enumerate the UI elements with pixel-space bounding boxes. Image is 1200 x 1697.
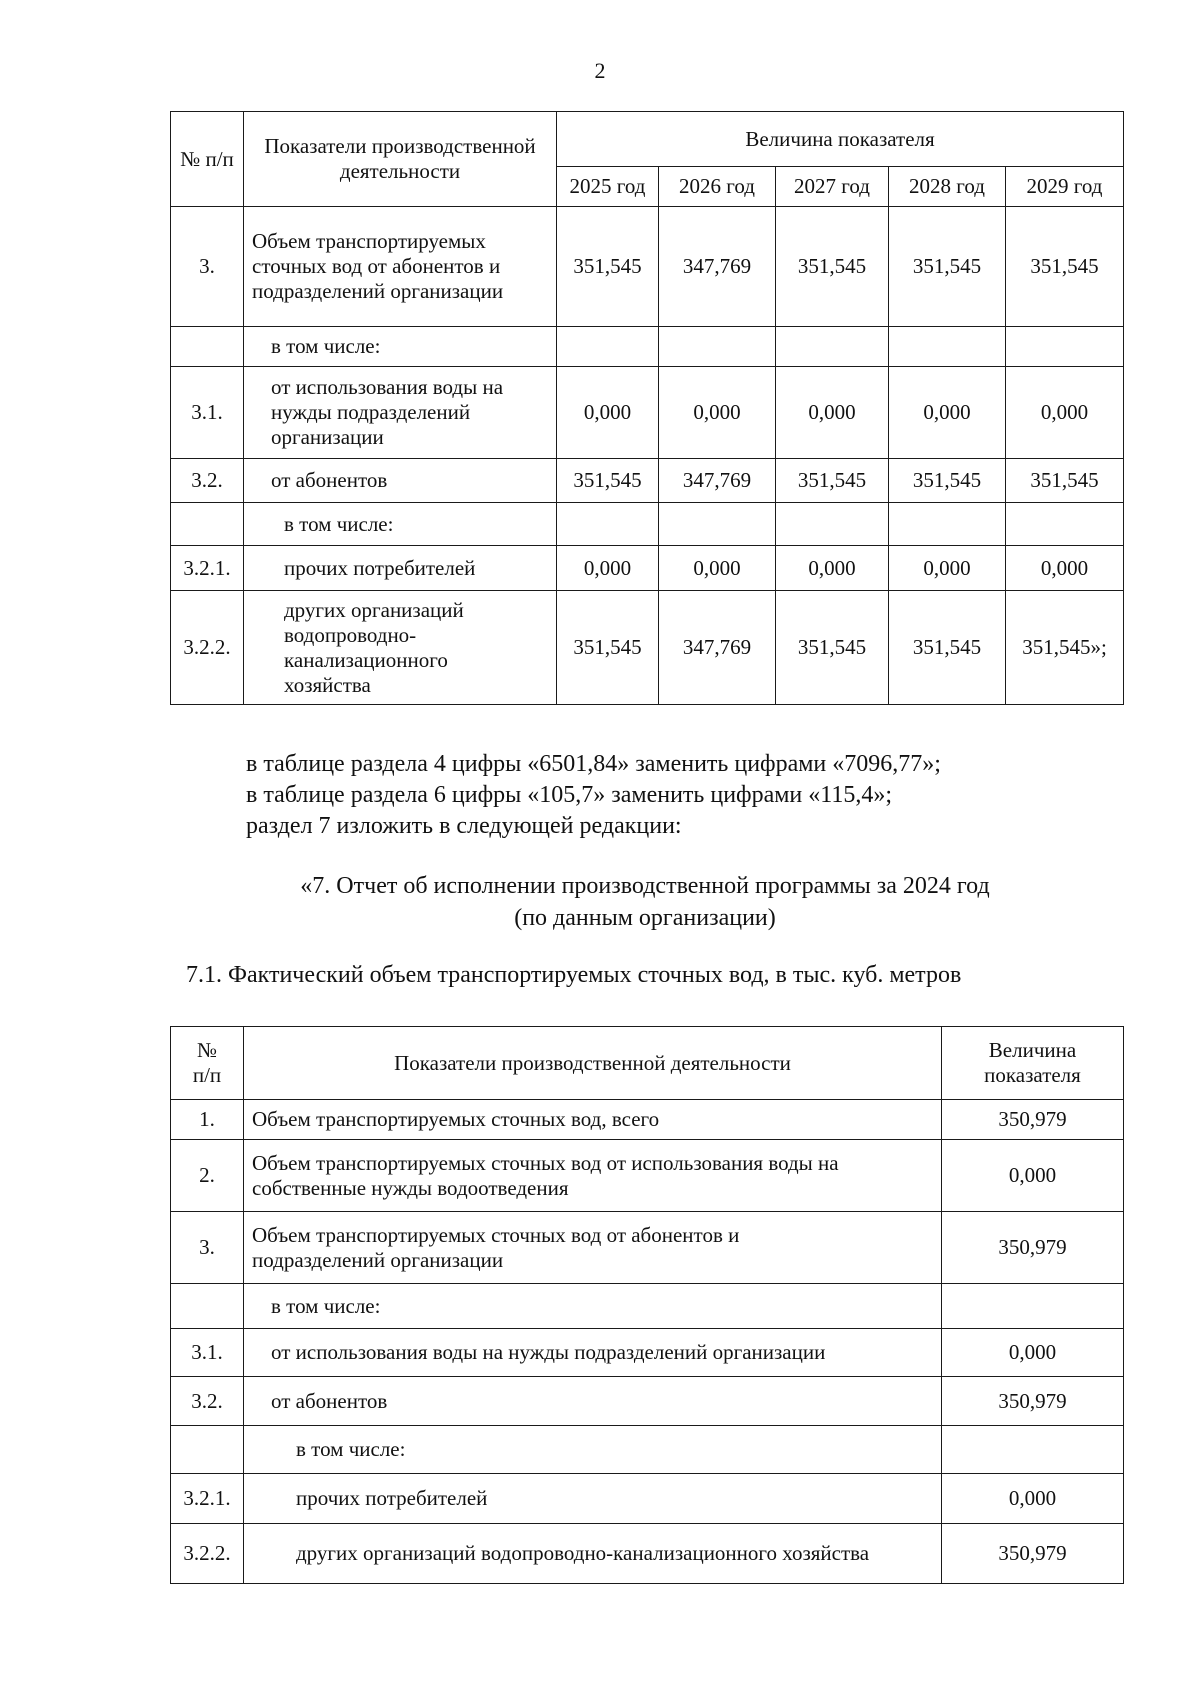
row-number: 3.	[171, 1212, 244, 1284]
row-name: прочих потребителей	[244, 546, 557, 591]
row-value: 0,000	[942, 1140, 1124, 1212]
amendment-list	[246, 749, 941, 842]
row-number: 2.	[171, 1140, 244, 1212]
row-value: 347,769	[659, 591, 776, 705]
row-value: 350,979	[942, 1212, 1124, 1284]
t2-header-value: Величина показателя	[942, 1027, 1124, 1100]
row-value	[659, 327, 776, 367]
row-value: 351,545»;	[1006, 591, 1124, 705]
row-value: 350,979	[942, 1524, 1124, 1584]
row-name: от использования воды на нужды подразделений организации	[244, 367, 557, 459]
row-value: 351,545	[1006, 459, 1124, 503]
row-number: 1.	[171, 1100, 244, 1140]
row-value: 351,545	[557, 591, 659, 705]
row-value: 0,000	[889, 367, 1006, 459]
row-number: 3.	[171, 207, 244, 327]
t1-header-indicators: Показатели производственной деятельности	[244, 112, 557, 207]
row-number: 3.2.1.	[171, 1474, 244, 1524]
row-value: 351,545	[1006, 207, 1124, 327]
table-row	[171, 1426, 1124, 1474]
amendment-line: раздел 7 изложить в следующей редакции:	[246, 813, 682, 839]
row-name: от абонентов	[244, 1377, 942, 1426]
row-name: Объем транспортируемых сточных вод от абонентов и подразделений организации	[244, 1212, 942, 1284]
row-value	[776, 327, 889, 367]
row-value: 351,545	[889, 591, 1006, 705]
section-title-line: (по данным организации)	[514, 905, 776, 931]
t1-header-year: 2029 год	[1006, 167, 1124, 207]
t2-header-num: № п/п	[171, 1027, 244, 1100]
row-value: 0,000	[889, 546, 1006, 591]
t1-header-year: 2028 год	[889, 167, 1006, 207]
row-number	[171, 1426, 244, 1474]
row-name: в том числе:	[244, 1284, 942, 1329]
row-number: 3.1.	[171, 1329, 244, 1377]
row-value: 351,545	[776, 459, 889, 503]
row-name: в том числе:	[244, 503, 557, 546]
row-value: 0,000	[1006, 367, 1124, 459]
section-title-line: «7. Отчет об исполнении производственной программы за 2024 год	[300, 873, 990, 899]
table-row	[171, 591, 1124, 705]
row-value	[557, 327, 659, 367]
amendment-line: в таблице раздела 4 цифры «6501,84» заменить цифрами «7096,77»;	[246, 751, 941, 777]
row-name: от использования воды на нужды подразделений организации	[244, 1329, 942, 1377]
table-row	[171, 1100, 1124, 1140]
row-number: 3.2.2.	[171, 1524, 244, 1584]
row-value: 0,000	[659, 546, 776, 591]
row-value	[889, 503, 1006, 546]
row-name: от абонентов	[244, 459, 557, 503]
row-value: 0,000	[659, 367, 776, 459]
row-value: 350,979	[942, 1100, 1124, 1140]
row-name: в том числе:	[244, 1426, 942, 1474]
row-value: 0,000	[776, 367, 889, 459]
row-number: 3.1.	[171, 367, 244, 459]
row-value	[776, 503, 889, 546]
row-value: 351,545	[557, 207, 659, 327]
row-name: прочих потребителей	[244, 1474, 942, 1524]
row-number	[171, 1284, 244, 1329]
t1-header-year: 2027 год	[776, 167, 889, 207]
t1-header-num: № п/п	[171, 112, 244, 207]
row-number: 3.2.2.	[171, 591, 244, 705]
table-row	[171, 459, 1124, 503]
row-value: 351,545	[889, 459, 1006, 503]
table-row	[171, 1377, 1124, 1426]
row-value: 0,000	[557, 367, 659, 459]
row-value: 347,769	[659, 207, 776, 327]
table-row	[171, 1140, 1124, 1212]
row-name: Объем транспортируемых сточных вод от использования воды на собственные нужды водоотведения	[244, 1140, 942, 1212]
row-number	[171, 327, 244, 367]
row-value: 351,545	[557, 459, 659, 503]
section-title	[0, 870, 1200, 934]
row-name: других организаций водопроводно-канализационного хозяйства	[244, 1524, 942, 1584]
production-indicators-forecast-table	[170, 111, 1124, 705]
table-row	[171, 1474, 1124, 1524]
table-row	[171, 546, 1124, 591]
row-value	[1006, 503, 1124, 546]
row-value	[889, 327, 1006, 367]
row-value: 351,545	[776, 591, 889, 705]
row-value	[942, 1284, 1124, 1329]
t1-header-year: 2025 год	[557, 167, 659, 207]
row-value: 0,000	[942, 1474, 1124, 1524]
amendment-line: в таблице раздела 6 цифры «105,7» заменить цифрами «115,4»;	[246, 782, 893, 808]
row-name: Объем транспортируемых сточных вод, всего	[244, 1100, 942, 1140]
row-value	[942, 1426, 1124, 1474]
page-number: 2	[594, 58, 606, 83]
row-name: в том числе:	[244, 327, 557, 367]
row-name: Объем транспортируемых сточных вод от абонентов и подразделений организации	[244, 207, 557, 327]
subsection-heading: 7.1. Фактический объем транспортируемых сточных вод, в тыс. куб. метров	[186, 962, 962, 988]
row-value: 351,545	[776, 207, 889, 327]
table-row	[171, 1329, 1124, 1377]
table-row	[171, 207, 1124, 327]
table-row	[171, 367, 1124, 459]
row-value: 351,545	[889, 207, 1006, 327]
table-row	[171, 327, 1124, 367]
row-name: других организаций водопроводно-канализационного хозяйства	[244, 591, 557, 705]
row-value	[557, 503, 659, 546]
production-indicators-report-table	[170, 1026, 1124, 1584]
table-row	[171, 1524, 1124, 1584]
table-row	[171, 1284, 1124, 1329]
row-number	[171, 503, 244, 546]
table-row	[171, 1212, 1124, 1284]
row-number: 3.2.	[171, 459, 244, 503]
t2-header-indicators: Показатели производственной деятельности	[244, 1027, 942, 1100]
row-value: 0,000	[942, 1329, 1124, 1377]
row-number: 3.2.	[171, 1377, 244, 1426]
row-value: 0,000	[776, 546, 889, 591]
row-value	[659, 503, 776, 546]
row-value: 0,000	[1006, 546, 1124, 591]
t1-header-value: Величина показателя	[557, 112, 1124, 167]
row-number: 3.2.1.	[171, 546, 244, 591]
row-value: 0,000	[557, 546, 659, 591]
row-value	[1006, 327, 1124, 367]
row-value: 347,769	[659, 459, 776, 503]
row-value: 350,979	[942, 1377, 1124, 1426]
t1-header-year: 2026 год	[659, 167, 776, 207]
table-row	[171, 503, 1124, 546]
